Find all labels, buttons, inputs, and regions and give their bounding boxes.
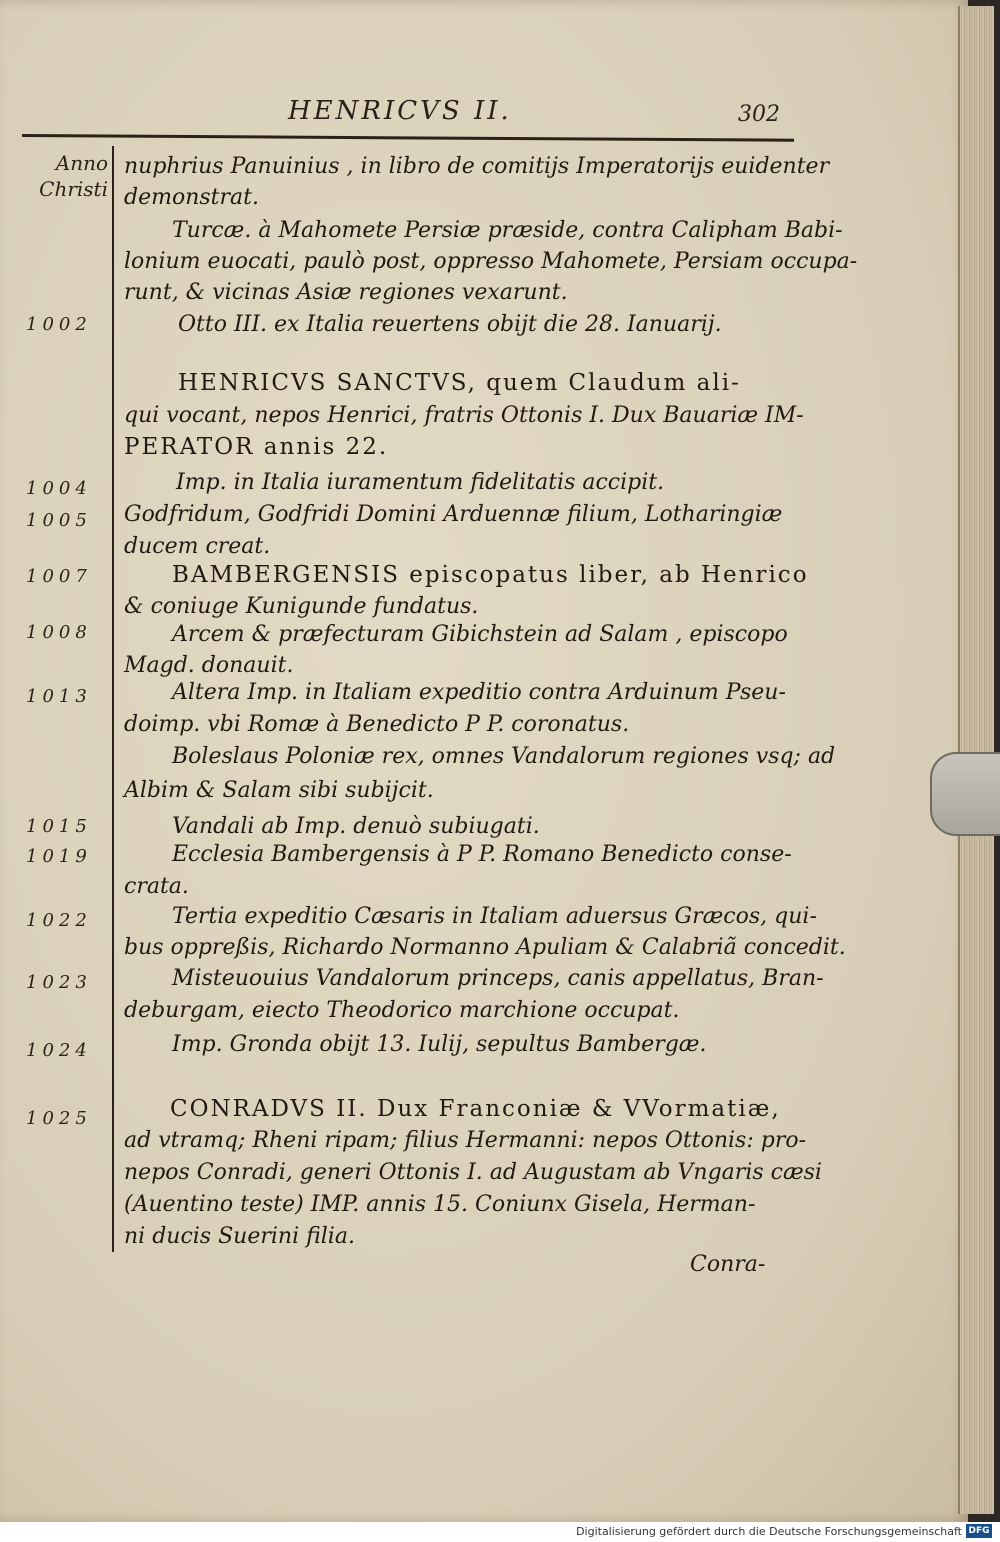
- text-line: ni ducis Suerini filia.: [124, 1224, 355, 1249]
- text-line: Godfridum, Godfridi Domini Arduennæ filium, Lotharingiæ: [124, 502, 783, 527]
- text-line: ducem creat.: [124, 534, 271, 559]
- margin-rule: [112, 146, 114, 1252]
- text-line: Tertia expeditio Cæsaris in Italiam aduersus Græcos, qui-: [172, 904, 817, 929]
- margin-year: 1002: [26, 314, 92, 335]
- text-line: PERATOR annis 22.: [124, 434, 389, 460]
- margin-year: 1008: [26, 622, 92, 643]
- text-line: qui vocant, nepos Henrici, fratris Ottonis I. Dux Bauariæ IM-: [124, 403, 804, 428]
- dfg-logo: DFG: [966, 1524, 992, 1538]
- text-line: nepos Conradi, generi Ottonis I. ad Augustam ab Vngaris cæsi: [124, 1160, 822, 1185]
- margin-year: 1024: [26, 1040, 92, 1061]
- text-line: Vandali ab Imp. denuò subiugati.: [172, 814, 540, 839]
- text-line: & coniuge Kunigunde fundatus.: [124, 594, 479, 619]
- text-line: nuphrius Panuinius , in libro de comitijs Imperatorijs euidenter: [124, 154, 830, 179]
- text-line: (Auentino teste) IMP. annis 15. Coniunx Gisela, Herman-: [124, 1192, 756, 1217]
- text-line: Misteuouius Vandalorum princeps, canis appellatus, Bran-: [172, 966, 824, 991]
- text-line: Imp. Gronda obijt 13. Iulij, sepultus Bambergæ.: [172, 1032, 707, 1057]
- margin-year: 1025: [26, 1108, 92, 1129]
- book-clip: [930, 752, 1000, 836]
- margin-year: 1019: [26, 846, 92, 867]
- running-title: HENRICVS II.: [288, 96, 512, 126]
- margin-year: 1022: [26, 910, 92, 931]
- page-number: 302: [738, 102, 780, 127]
- margin-year: 1007: [26, 566, 92, 587]
- margin-year: 1023: [26, 972, 92, 993]
- text-line: Otto III. ex Italia reuertens obijt die 28. Ianuarij.: [178, 312, 722, 337]
- text-line: demonstrat.: [124, 185, 259, 210]
- margin-heading-christi: Christi: [39, 177, 108, 201]
- catchword: Conra-: [690, 1252, 766, 1277]
- margin-year: 1004: [26, 478, 92, 499]
- text-line: crata.: [124, 874, 189, 899]
- text-line: Turcæ. à Mahomete Persiæ præside, contra Calipham Babi-: [172, 218, 843, 243]
- margin-heading-anno: Anno: [55, 151, 108, 175]
- margin-heading: [34, 150, 108, 202]
- text-line: Albim & Salam sibi subijcit.: [124, 778, 434, 803]
- text-line: Magd. donauit.: [124, 653, 294, 678]
- margin-year: 1013: [26, 686, 92, 707]
- section-heading-conradus: CONRADVS II. Dux Franconiæ & VVormatiæ,: [170, 1096, 781, 1122]
- margin-year: 1015: [26, 816, 92, 837]
- margin-year: 1005: [26, 510, 92, 531]
- text-line: deburgam, eiecto Theodorico marchione occupat.: [124, 998, 680, 1023]
- text-line: Arcem & præfecturam Gibichstein ad Salam , episcopo: [172, 622, 788, 647]
- text-line: BAMBERGENSIS episcopatus liber, ab Henrico: [172, 562, 809, 588]
- funding-credit: Digitalisierung gefördert durch die Deutsche Forschungsgemeinschaft: [576, 1525, 962, 1538]
- section-heading-henricus: HENRICVS SANCTVS, quem Claudum ali-: [178, 370, 741, 396]
- text-line: doimp. vbi Romæ à Benedicto P P. coronatus.: [124, 712, 630, 737]
- text-line: Imp. in Italia iuramentum fidelitatis accipit.: [176, 470, 665, 495]
- text-line: Boleslaus Poloniæ rex, omnes Vandalorum regiones vsq; ad: [172, 744, 836, 769]
- text-line: Altera Imp. in Italiam expeditio contra Arduinum Pseu-: [172, 680, 786, 705]
- text-line: runt, & vicinas Asiæ regiones vexarunt.: [124, 280, 568, 305]
- text-line: lonium euocati, paulò post, oppresso Mahomete, Persiam occupa-: [124, 249, 858, 274]
- text-line: Ecclesia Bambergensis à P P. Romano Benedicto conse-: [172, 842, 792, 867]
- text-line: ad vtramq; Rheni ripam; filius Hermanni: nepos Ottonis: pro-: [124, 1128, 807, 1153]
- text-line: bus oppreßis, Richardo Normanno Apuliam & Calabriã concedit.: [124, 935, 846, 960]
